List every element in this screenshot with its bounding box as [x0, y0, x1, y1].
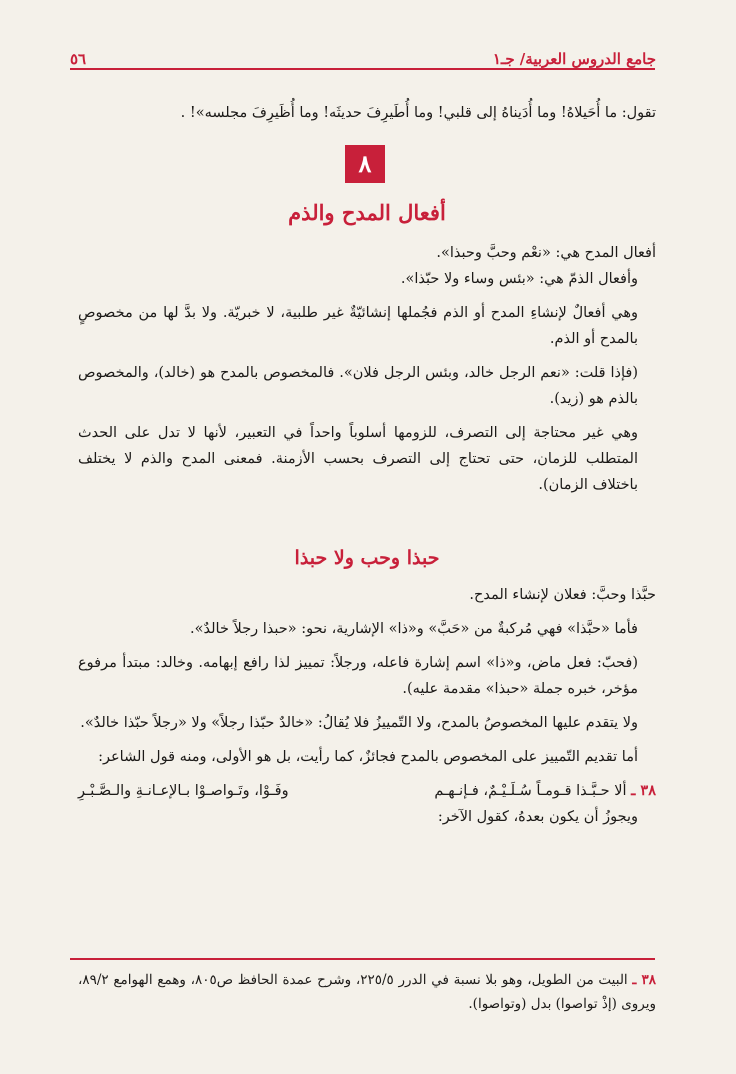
chapter-title: أفعال المدح والذم — [288, 200, 446, 225]
paragraph: فأما «حبَّذا» فهي مُركبةٌ من «حَبَّ» و«ذا» الإشارية، نحو: «حبذا رجلاً خالدٌ». — [190, 621, 638, 637]
section-two — [78, 582, 656, 830]
header-rule — [70, 68, 655, 70]
verse-hemistich-2: وفَـوْا، وتَـواصـوْا بـالإعـانـةِ والـصَّـبْـرِ — [78, 783, 289, 799]
paragraph: ولا يتقدم عليها المخصوصُ بالمدح، ولا التّمييزُ فلا يُقالُ: «خالدٌ حبّذا رجلاً» ولا «رجلاً حبّذا خالدٌ». — [80, 715, 638, 731]
page-number: ٥٦ — [70, 50, 94, 68]
chapter-number-badge: ٨ — [345, 145, 385, 183]
paragraph: (فحبّ: فعل ماض، و«ذا» اسم إشارة فاعله، ورجلاً: تمييز لذا رافع إبهامه. وخالد: مبتدأ مرفوع مؤخر، خبره جملة «حبذا» مقدمة عليه). — [78, 655, 638, 697]
verse-number: ٣٨ ـ — [631, 782, 656, 799]
paragraph: أفعال المدح هي: «نعْم وحبَّ وحبذا». — [436, 245, 656, 261]
verse-hemistich-1: ألا حـبَّـذا قـومـاً سُـلَـيْـمٌ، فـإنـهـم — [434, 783, 627, 799]
footnote-text: البيت من الطويل، وهو بلا نسبة في الدرر ٢٢٥/٥، وشرح عمدة الحافظ ص٨٠٥، وهمع الهوامع ٨٩/٢، ويروى (إذْ تواصوا) بدل (وتواصوا). — [78, 972, 656, 1012]
poetry-verse — [78, 778, 656, 804]
paragraph: (فإذا قلت: «نعم الرجل خالد، وبئس الرجل فلان». فالمخصوص بالمدح هو (خالد)، والمخصوص بالذم هو (زيد). — [78, 365, 638, 407]
paragraph: أما تقديم التّمييز على المخصوص بالمدح فجائزٌ، كما رأيت، بل هو الأولى، ومنه قول الشاعر: — [98, 749, 638, 765]
paragraph: وهي أفعالٌ لإنشاءِ المدح أو الذم فجُملها إنشائيّةٌ غير طلبية، لا خبريّة. ولا بدَّ لها من مخصوصٍ بالمدح أو الذم. — [78, 305, 638, 347]
footnote — [78, 968, 656, 1016]
paragraph: وأفعال الذمّ هي: «بئس وساء ولا حبّذا». — [400, 271, 638, 287]
verse-first-half — [434, 778, 656, 804]
paragraph: حبَّذا وحبَّ: فعلان لإنشاء المدح. — [469, 587, 656, 603]
section-one — [78, 240, 656, 498]
subsection-title: حبذا وحب ولا حبذا — [294, 547, 440, 569]
footnote-rule — [70, 958, 655, 960]
paragraph: ويجوزُ أن يكون بعدهُ، كقول الآخر: — [437, 809, 638, 825]
intro-line: تقول: ما أُحَيلاهُ! وما أُدَيناهُ إلى قلبي! وما أُطَيرِفَ حديثَه! وما أُظَيرِفَ مجلسه»! . — [180, 105, 656, 121]
intro-paragraph — [78, 100, 656, 126]
paragraph: وهي غير محتاجة إلى التصرف، للزومها أسلوباً واحداً في التعبير، لأنها لا تدل على الحدث المتطلب للزمان، حتى تحتاج إلى التصرف بحسب الأزمنة. فمعنى المدح والذم لا يختلف باختلاف الزمان). — [78, 425, 638, 493]
footnote-number: ٣٨ ـ — [632, 972, 656, 988]
running-title: جامع الدروس العربية/ جـ١ — [485, 50, 656, 68]
